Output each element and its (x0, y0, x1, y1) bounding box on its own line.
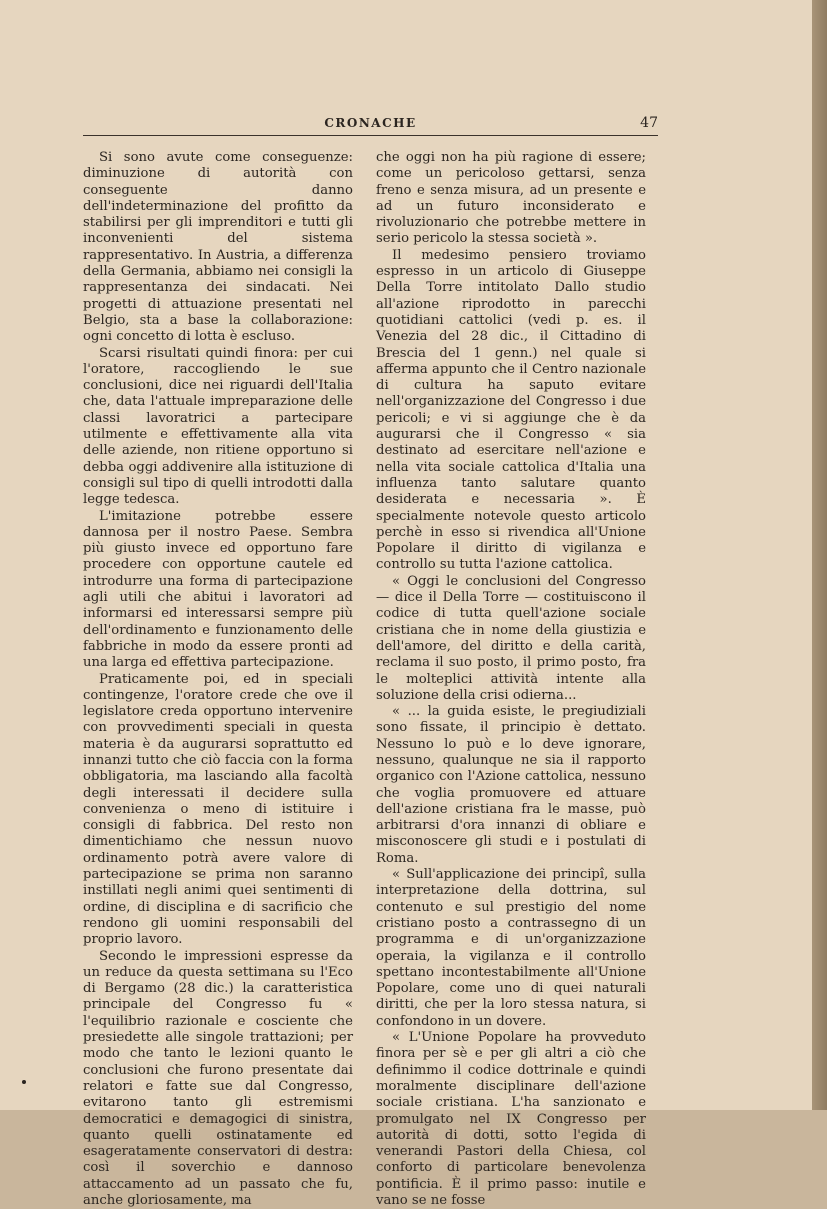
paragraph: Si sono avute come conseguenze: diminuzione di autorità con conseguente danno dell'indeterminazione del profitto da stabilirsi per gli imprenditori e tutti gli inconvenienti del sistema rappresentativo. In Austria, a differenza della Germania, abbiamo nei consigli la rappresentanza dei sindacati. Nei progetti di attuazione presentati nel Belgio, sta a base la collaborazione: ogni concetto di lotta è escluso. (83, 150, 353, 345)
paragraph: Scarsi risultati quindi finora: per cui l'oratore, raccogliendo le sue conclusioni, dice nei riguardi dell'Italia che, data l'attuale impreparazione delle classi lavoratrici a partecipare utilmente e effettivamente alla vita delle aziende, non ritiene opportuno si debba oggi addivenire alla istituzione di consigli sul tipo di quelli introdotti dalla legge tedesca. (83, 345, 353, 508)
paragraph: Il medesimo pensiero troviamo espresso in un articolo di Giuseppe Della Torre intitolato Dallo studio all'azione riprodotto in parecchi quotidiani cattolici (vedi p. es. il Venezia del 28 dic., il Cittadino di Brescia del 1 genn.) nel quale si afferma appunto che il Centro nazionale di cultura ha saputo evitare nell'organizzazione del Congresso i due pericoli; e vi si aggiunge che è da augurarsi che il Congresso « sia destinato ad esercitare nell'azione e nella vita sociale cattolica d'Italia una influenza tanto salutare quanto desiderata e necessaria ». È specialmente notevole questo articolo perchè in esso si rivendica all'Unione Popolare il diritto di vigilanza e controllo su tutta l'azione cattolica. (376, 247, 646, 573)
paragraph: L'imitazione potrebbe essere dannosa per il nostro Paese. Sembra più giusto invece ed opportuno fare procedere con opportune cautele ed introdurre una forma di partecipazione agli utili che abitui i lavoratori ad informarsi ed interessarsi sempre più dell'ordinamento e funzionamento delle fabbriche in modo da essere pronti ad una larga ed effettiva partecipazione. (83, 508, 353, 671)
paragraph: Secondo le impressioni espresse da un reduce da questa settimana su l'Eco di Bergamo (28 dic.) la caratteristica principale del Congresso fu « l'equilibrio razionale e cosciente che presiedette alle singole trattazioni; per modo che tanto le lezioni quanto le conclusioni che furono presentate dai relatori e fatte sue dal Congresso, evitarono tanto gli estremismi democratici e demagogici di sinistra, quanto quelli ostinatamente ed esageratamente conservatori di destra: così il soverchio e dannoso attaccamento ad un passato che fu, anche gloriosamente, ma (83, 948, 353, 1208)
page-edge (812, 0, 827, 1110)
paragraph: che oggi non ha più ragione di essere; come un pericoloso gettarsi, senza freno e senza misura, ad un presente e ad un futuro inconsiderato e rivoluzionario che potrebbe mettere in serio pericolo la stessa società ». (376, 150, 646, 247)
paragraph: « Sull'applicazione dei principî, sulla interpretazione della dottrina, sul contenuto e sul prestigio del nome cristiano posto a contrassegno di un programma e di un'organizzazione operaia, la vigilanza e il controllo spettano incontestabilmente all'Unione Popolare, come uno di quei naturali diritti, che per la loro stessa natura, si confondono in un dovere. (376, 867, 646, 1029)
page-number: 47 (640, 115, 658, 131)
left-column (83, 150, 353, 1209)
ink-speck (22, 1080, 26, 1084)
paragraph: « ... la guida esiste, le pregiudiziali sono fissate, il principio è dettato. Nessuno lo può e lo deve ignorare, nessuno, qualunque ne sia il rapporto organico con l'Azione cattolica, nessuno che voglia promuovere ed attuare dell'azione cristiana fra le masse, può arbitrarsi d'ora innanzi di obliare e misconoscere gli studi e i postulati di Roma. (376, 704, 646, 866)
paragraph: « Oggi le conclusioni del Congresso — dice il Della Torre — costituiscono il codice di tutta quell'azione sociale cristiana che in nome della giustizia e dell'amore, del diritto e della carità, reclama il suo posto, il primo posto, fra le molteplici attività intente alla soluzione della crisi odierna... (376, 573, 646, 703)
paragraph: Praticamente poi, ed in speciali contingenze, l'oratore crede che ove il legislatore creda opportuno intervenire con provvedimenti speciali in questa materia è da augurarsi soprattutto ed innanzi tutto che ciò faccia con la forma obbligatoria, ma lasciando alla facoltà degli interessati il decidere sulla convenienza o meno di istituire i consigli di fabbrica. Del resto non dimentichiamo che nessun nuovo ordinamento potrà avere valore di partecipazione se prima non saranno instillati negli animi quei sentimenti di ordine, di disciplina e di sacrificio che rendono gli uomini responsabili del proprio lavoro. (83, 671, 353, 948)
header-rule (83, 135, 658, 136)
right-column (376, 150, 646, 1209)
paragraph: « L'Unione Popolare ha provveduto finora per sè e per gli altri a ciò che definimmo il codice dottrinale e quindi moralmente disciplinare dell'azione sociale cristiana. L'ha sanzionato e promulgato nel IX Congresso per autorità di dotti, sotto l'egida di venerandi Pastori della Chiesa, col conforto di particolare benevolenza pontificia. È il primo passo: inutile e vano se ne fosse (376, 1030, 646, 1208)
running-title: CRONACHE (324, 116, 417, 130)
